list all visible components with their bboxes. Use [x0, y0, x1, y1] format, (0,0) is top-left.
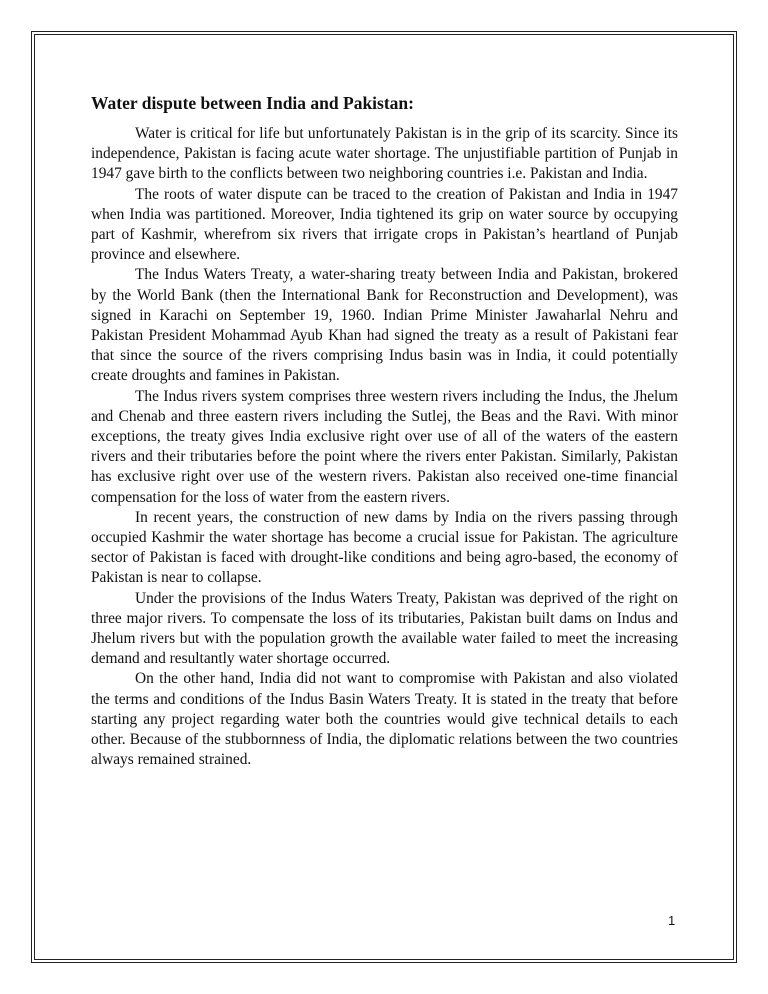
paragraph: On the other hand, India did not want to compromise with Pakistan and also violated the terms and conditions of the Indus Basin Waters Treaty. It is stated in the treaty that before starting any project regarding water both the countries would give technical details to each other. Because of the stubbornness of India, the diplomatic relations between the two countries always remained strained.	[91, 670, 678, 769]
page-number: 1	[668, 913, 676, 928]
document-body	[91, 90, 678, 771]
paragraph: In recent years, the construction of new dams by India on the rivers passing through occupied Kashmir the water shortage has become a crucial issue for Pakistan. The agriculture sector of Pakistan is faced with drought-like conditions and being agro-based, the economy of Pakistan is near to collapse.	[91, 508, 678, 587]
paragraph: The Indus rivers system comprises three western rivers including the Indus, the Jhelum and Chenab and three eastern rivers including the Sutlej, the Beas and the Ravi. With minor exceptions, the treaty gives India exclusive right over use of all of the waters of the eastern rivers and their tributaries before the point where the rivers enter Pakistan. Similarly, Pakistan has exclusive right over use of the western rivers. Pakistan also received one-time financial compensation for the loss of water from the eastern rivers.	[91, 387, 678, 506]
paragraph: The roots of water dispute can be traced to the creation of Pakistan and India in 1947 when India was partitioned. Moreover, India tightened its grip on water source by occupying part of Kashmir, wherefrom six rivers that irrigate crops in Pakistan’s heartland of Punjab province and elsewhere.	[91, 185, 678, 264]
paragraph: The Indus Waters Treaty, a water-sharing treaty between India and Pakistan, brokered by the World Bank (then the International Bank for Reconstruction and Development), was signed in Karachi on September 19, 1960. Indian Prime Minister Jawaharlal Nehru and Pakistan President Mohammad Ayub Khan had signed the treaty as a result of Pakistani fear that since the source of the rivers comprising Indus basin was in India, it could potentially create droughts and famines in Pakistan.	[91, 266, 678, 385]
paragraph: Under the provisions of the Indus Waters Treaty, Pakistan was deprived of the right on three major rivers. To compensate the loss of its tributaries, Pakistan built dams on Indus and Jhelum rivers but with the population growth the available water failed to meet the increasing demand and resultantly water shortage occurred.	[91, 589, 678, 668]
document-title: Water dispute between India and Pakistan:	[91, 93, 414, 113]
paragraph: Water is critical for life but unfortunately Pakistan is in the grip of its scarcity. Since its independence, Pakistan is facing acute water shortage. The unjustifiable partition of Punjab in 1947 gave birth to the conflicts between two neighboring countries i.e. Pakistan and India.	[91, 125, 678, 183]
